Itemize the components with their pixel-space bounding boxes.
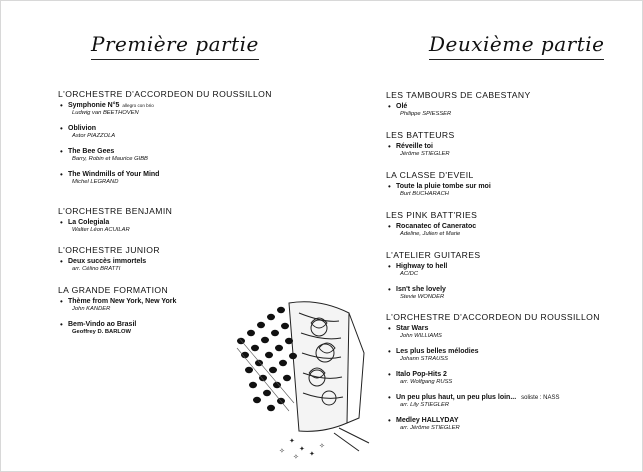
bullet-icon: • <box>60 257 63 266</box>
section-title: LA GRANDE FORMATION <box>58 285 169 295</box>
bullet-icon: • <box>388 324 391 333</box>
bullet-icon: • <box>60 101 63 110</box>
composer: arr. Wolfgang RUSS <box>400 379 453 385</box>
piece-name: Un peu plus haut, un peu plus loin... <box>396 394 517 401</box>
program-item <box>58 321 176 335</box>
second-part-title-text: Deuxième partie <box>429 32 605 56</box>
section-title: L'ORCHESTRE D'ACCORDEON DU ROUSSILLON <box>386 312 600 322</box>
composer: Burt BUCHARACH <box>400 191 449 197</box>
composer: Michel LEGRAND <box>72 179 119 185</box>
section-title: L'ORCHESTRE BENJAMIN <box>58 206 173 216</box>
program-item <box>386 183 491 197</box>
section-title: L'ATELIER GUITARES <box>386 250 481 260</box>
piece-name: Symphonie N°5 <box>68 102 120 109</box>
composer: John KANDER <box>72 306 111 312</box>
first-part-title-text: Première partie <box>91 32 259 56</box>
svg-text:✦: ✦ <box>309 450 315 458</box>
section-title: L'ORCHESTRE D'ACCORDEON DU ROUSSILLON <box>58 89 272 99</box>
program-item <box>386 394 600 408</box>
bullet-icon: • <box>60 218 63 227</box>
program-item <box>386 348 600 362</box>
svg-text:✧: ✧ <box>279 447 285 455</box>
program-item <box>58 171 272 185</box>
bullet-icon: • <box>388 102 391 111</box>
piece-title: Bem-Vindo ao Brasil <box>68 321 137 328</box>
bullet-icon: • <box>388 416 391 425</box>
composer: Adeline, Julien et Marie <box>400 231 461 237</box>
composer: Barry, Robin et Maurice GIBB <box>72 156 148 162</box>
program-item <box>386 325 600 339</box>
program-item <box>58 258 160 272</box>
composer: Geoffrey D. BARLOW <box>72 329 131 335</box>
piece-title: Olé <box>396 103 408 110</box>
section-orchestre-benjamin <box>58 206 172 233</box>
piece-title: Oblivion <box>68 125 96 132</box>
piece-title: Medley HALLYDAY <box>396 417 459 424</box>
piece-title: The Bee Gees <box>68 148 115 155</box>
program-item <box>386 371 600 385</box>
section-orchestre-junior <box>58 245 160 272</box>
program-item <box>58 219 172 233</box>
piece-title: Réveille toi <box>396 143 433 150</box>
composer: Johann STRAUSS <box>400 356 449 362</box>
piece-title: Highway to hell <box>396 263 448 270</box>
svg-text:✦: ✦ <box>289 437 295 445</box>
program-item <box>58 298 176 312</box>
bullet-icon: • <box>388 262 391 271</box>
section-orchestre-accordeon <box>58 89 272 185</box>
svg-text:✧: ✧ <box>293 453 299 461</box>
piece-title: Toute la pluie tombe sur moi <box>396 183 491 190</box>
piece-title: Rocanatec of Caneratoc <box>396 223 477 230</box>
composer: Ludwig van BEETHOVEN <box>72 110 139 116</box>
svg-text:✧: ✧ <box>319 442 325 450</box>
piece-title: Deux succès immortels <box>68 258 147 265</box>
bullet-icon: • <box>60 147 63 156</box>
piece-title: Italo Pop-Hits 2 <box>396 371 447 378</box>
composer: arr. Jérôme STIEGLER <box>400 425 460 431</box>
piece-title: Les plus belles mélodies <box>396 348 479 355</box>
piece-title: Star Wars <box>396 325 429 332</box>
bullet-icon: • <box>60 124 63 133</box>
bullet-icon: • <box>388 393 391 402</box>
piece-title <box>68 102 272 109</box>
composer: Stevie WONDER <box>400 294 445 300</box>
composer: Philippe SPIESSER <box>400 111 452 117</box>
section-grande-formation <box>58 285 176 335</box>
first-part-title <box>91 32 259 60</box>
section-title: LA CLASSE D'EVEIL <box>386 170 474 180</box>
piece-title: Thème from New York, New York <box>68 298 177 305</box>
program-item <box>386 223 477 237</box>
program-item <box>58 125 272 139</box>
bullet-icon: • <box>388 285 391 294</box>
piece-title: The Windmills of Your Mind <box>68 171 160 178</box>
section-title: LES TAMBOURS DE CABESTANY <box>386 90 531 100</box>
program-item <box>386 103 531 117</box>
soloist-note: soliste : NASS <box>521 395 560 401</box>
svg-text:✦: ✦ <box>299 445 305 453</box>
program-item <box>58 102 272 116</box>
second-part-title <box>429 32 604 60</box>
accordion-illustration <box>229 293 379 461</box>
section-atelier-guitares <box>386 250 480 300</box>
section-title: LES BATTEURS <box>386 130 455 140</box>
composer: Astor PIAZZOLA <box>72 133 116 139</box>
title-underline <box>429 57 604 60</box>
program-item <box>386 286 480 300</box>
piece-title <box>396 394 600 401</box>
section-batteurs <box>386 130 455 157</box>
program-item <box>386 417 600 431</box>
section-orchestre-accordeon-2 <box>386 312 600 431</box>
section-pink-battries <box>386 210 477 237</box>
composer: John WILLIAMS <box>400 333 442 339</box>
bullet-icon: • <box>388 182 391 191</box>
program-item <box>386 143 455 157</box>
composer: Walter Léon ACUILAR <box>72 227 130 233</box>
section-title: LES PINK BATT'RIES <box>386 210 478 220</box>
section-title: L'ORCHESTRE JUNIOR <box>58 245 160 255</box>
section-tambours-cabestany <box>386 90 531 117</box>
section-classe-eveil <box>386 170 491 197</box>
composer: Jérôme STIEGLER <box>400 151 450 157</box>
bullet-icon: • <box>388 142 391 151</box>
composer: arr. Célino BRATTI <box>72 266 121 272</box>
title-underline <box>91 57 259 60</box>
piece-title: La Colegiala <box>68 219 110 226</box>
program-item <box>58 148 272 162</box>
bullet-icon: • <box>388 347 391 356</box>
bullet-icon: • <box>60 320 63 329</box>
tempo-marking: allegro con brio <box>122 103 154 108</box>
piece-title: Isn't she lovely <box>396 286 446 293</box>
composer: AC/DC <box>400 271 419 277</box>
program-item <box>386 263 480 277</box>
composer: arr. Lily STIEGLER <box>400 402 450 408</box>
bullet-icon: • <box>60 297 63 306</box>
bullet-icon: • <box>60 170 63 179</box>
bullet-icon: • <box>388 222 391 231</box>
bullet-icon: • <box>388 370 391 379</box>
